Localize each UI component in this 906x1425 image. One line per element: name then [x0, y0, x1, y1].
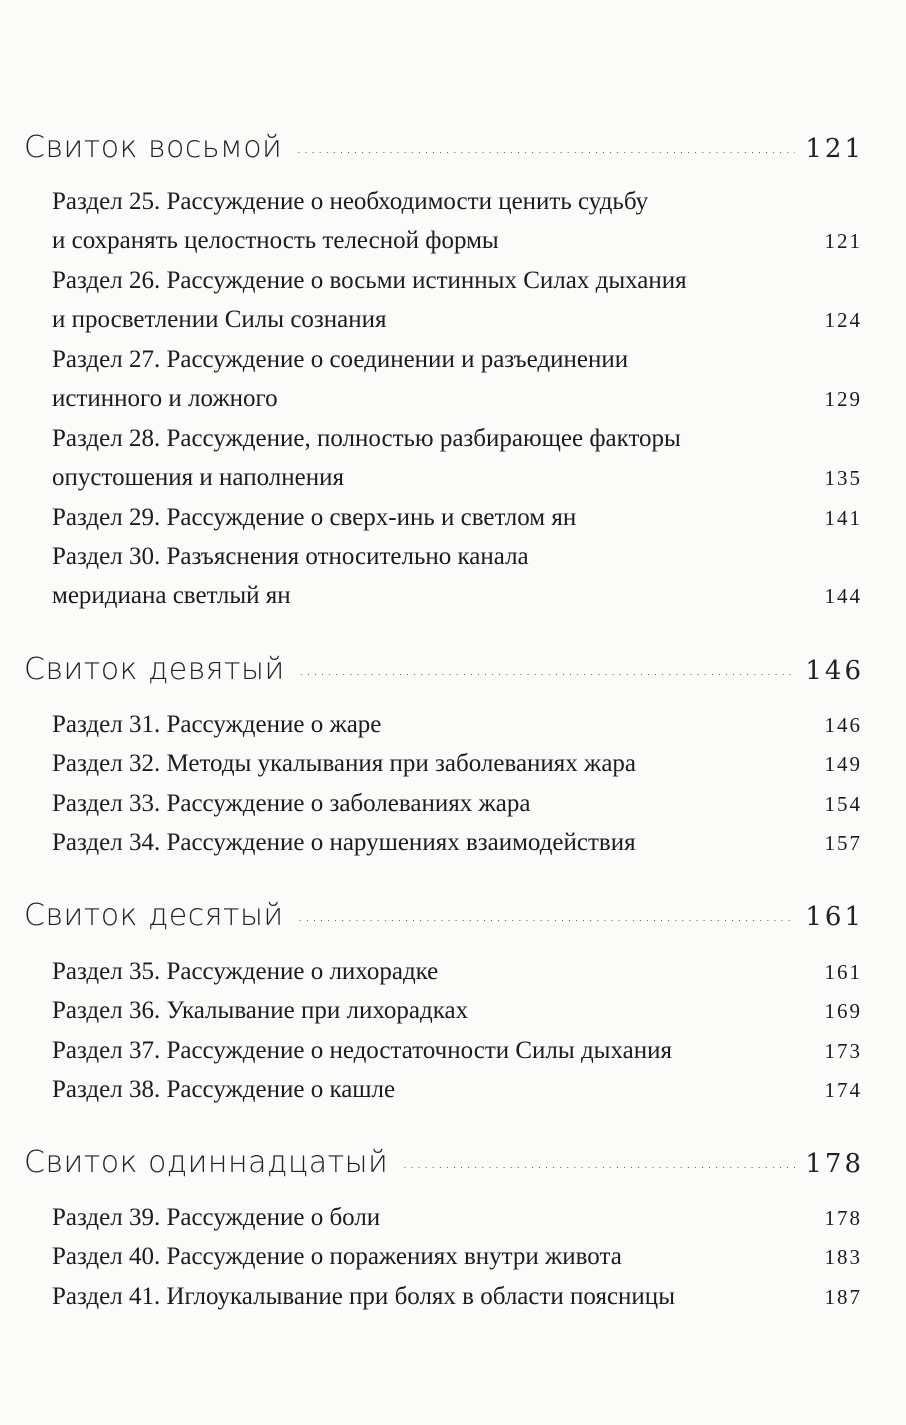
scroll-title: Свиток девятый — [24, 652, 285, 687]
toc-entry-26 — [52, 261, 862, 340]
entry-page: 161 — [824, 960, 862, 984]
entry-text: меридиана светлый ян — [52, 582, 291, 609]
entry-text: Раздел 30. Разъяснения относительно канала — [52, 543, 529, 570]
entry-text: Раздел 29. Рассуждение о сверх-инь и светлом ян — [52, 504, 577, 531]
scroll-heading-9 — [24, 652, 864, 687]
entry-page: 154 — [824, 792, 862, 816]
entry-page: 174 — [824, 1078, 862, 1102]
toc-entry-33 — [52, 784, 862, 824]
toc-entry-30 — [52, 537, 862, 616]
dot-leader — [299, 660, 796, 679]
toc-entry-27 — [52, 340, 862, 419]
toc-entry-37 — [52, 1031, 862, 1071]
toc-entry-31 — [52, 705, 862, 745]
entry-page: 178 — [824, 1206, 862, 1230]
entry-text: Раздел 26. Рассуждение о восьми истинных Силах дыхания — [52, 267, 687, 294]
entry-text: Раздел 33. Рассуждение о заболеваниях жара — [52, 790, 531, 817]
toc-entry-28 — [52, 419, 862, 498]
dot-leader — [402, 1153, 795, 1172]
toc-entry-25 — [52, 182, 862, 261]
entry-text: Раздел 28. Рассуждение, полностью разбирающее факторы — [52, 425, 681, 452]
entry-text: истинного и ложного — [52, 385, 278, 412]
entry-text: Раздел 37. Рассуждение о недостаточности Силы дыхания — [52, 1037, 672, 1064]
entry-text: Раздел 40. Рассуждение о поражениях внутри живота — [52, 1243, 622, 1270]
entry-page: 121 — [824, 229, 862, 253]
scroll-heading-10 — [24, 898, 864, 933]
entry-text: Раздел 25. Рассуждение о необходимости ценить судьбу — [52, 188, 649, 215]
scroll-title: Свиток восьмой — [24, 130, 283, 165]
entry-page: 187 — [824, 1285, 862, 1309]
entry-text: Раздел 32. Методы укалывания при заболеваниях жара — [52, 750, 637, 777]
scroll-page: 178 — [805, 1149, 864, 1179]
entry-page: 169 — [824, 999, 862, 1023]
entry-text: и сохранять целостность телесной формы — [52, 227, 499, 254]
toc-entry-36 — [52, 991, 862, 1031]
scroll-title: Свиток десятый — [24, 898, 284, 933]
scroll-page: 146 — [805, 656, 864, 686]
toc-entry-32 — [52, 744, 862, 784]
dot-leader — [296, 138, 795, 157]
entry-text: Раздел 38. Рассуждение о кашле — [52, 1076, 396, 1103]
toc-entry-40 — [52, 1237, 862, 1277]
scroll-page: 121 — [805, 134, 864, 164]
entry-page: 129 — [824, 387, 862, 411]
entry-text: опустошения и наполнения — [52, 464, 344, 491]
toc-entry-35 — [52, 952, 862, 992]
entry-page: 146 — [824, 713, 862, 737]
scroll-page: 161 — [805, 902, 864, 932]
entry-page: 149 — [824, 752, 862, 776]
entry-text: Раздел 34. Рассуждение о нарушениях взаимодействия — [52, 829, 636, 856]
entry-text: Раздел 36. Укалывание при лихорадках — [52, 997, 469, 1024]
entry-page: 144 — [824, 584, 862, 608]
entry-page: 124 — [824, 308, 862, 332]
dot-leader — [298, 906, 796, 925]
entry-text: Раздел 35. Рассуждение о лихорадке — [52, 958, 439, 985]
scroll-heading-8 — [24, 130, 864, 165]
toc-entry-41 — [52, 1277, 862, 1317]
entry-text: и просветлении Силы сознания — [52, 306, 387, 333]
entry-text: Раздел 27. Рассуждение о соединении и разъединении — [52, 346, 629, 373]
entry-page: 135 — [824, 466, 862, 490]
toc-entry-34 — [52, 823, 862, 863]
entry-page: 141 — [824, 506, 862, 530]
entry-text: Раздел 31. Рассуждение о жаре — [52, 711, 382, 738]
toc-entry-29 — [52, 498, 862, 538]
entry-page: 183 — [824, 1245, 862, 1269]
scroll-title: Свиток одиннадцатый — [24, 1145, 389, 1180]
toc-entry-39 — [52, 1198, 862, 1238]
toc-entry-38 — [52, 1070, 862, 1110]
entry-text: Раздел 39. Рассуждение о боли — [52, 1204, 381, 1231]
entry-text: Раздел 41. Иглоукалывание при болях в области поясницы — [52, 1283, 675, 1310]
entry-page: 157 — [824, 831, 862, 855]
scroll-heading-11 — [24, 1145, 864, 1180]
entry-page: 173 — [824, 1039, 862, 1063]
